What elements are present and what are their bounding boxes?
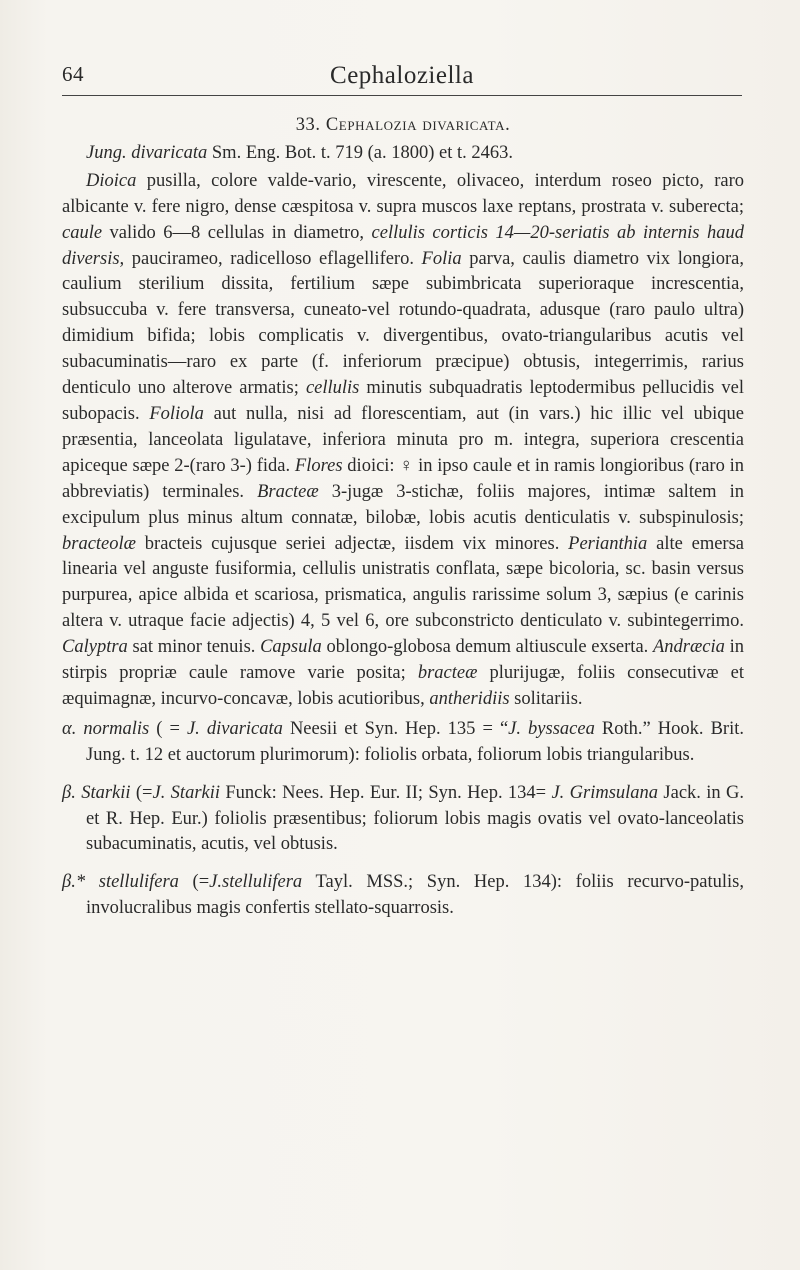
variety-beta bbox=[62, 781, 744, 859]
variety-label: α. normalis bbox=[62, 718, 150, 739]
description-text: minutis subquadratis leptodermibus pellucidis vel subopacis. bbox=[62, 378, 744, 424]
description-text: in stirpis propriæ caule ramove varie posita; bbox=[62, 637, 744, 684]
variety-alpha bbox=[62, 717, 744, 769]
variety-synonym: J. divaricata bbox=[186, 718, 283, 739]
description-paragraph bbox=[62, 169, 744, 713]
variety-text: Jack. in G. et R. Hep. Eur.) foliolis præsentibus; foliorum lobis magis ovatis vel ovato-lanceolatis subacuminatis, acutis, vel obtusis. bbox=[86, 782, 744, 855]
page-number: 64 bbox=[62, 62, 84, 86]
species-name: Cephalozia divaricata. bbox=[325, 115, 511, 135]
description-text: solitariis. bbox=[509, 688, 583, 709]
page-header bbox=[62, 62, 742, 92]
description-text: dioici: ♀ in ipso caule et in ramis longioribus (raro in abbreviatis) terminales. bbox=[62, 455, 745, 502]
description-text: plurijugæ, foliis consecutivæ et æquimagnæ, incurvo-concavæ, lobis acutioribus, bbox=[62, 663, 744, 709]
variety-synonym: J.stellulifera bbox=[209, 872, 303, 893]
running-head: Cephaloziella bbox=[330, 62, 474, 89]
description-text: 3-jugæ 3-stichæ, foliis majores, intimæ saltem in excipulum plus minus altum connatæ, bilobæ, lobis acutis denticulatis v. subspinulosis; bbox=[62, 481, 744, 528]
variety-synonym: J. byssacea bbox=[508, 718, 595, 739]
term-cellulis: cellulis bbox=[305, 378, 360, 399]
term-bracteae-male: bracteæ bbox=[417, 663, 478, 684]
synonym-citation: Sm. Eng. Bot. t. 719 (a. 1800) et t. 2463. bbox=[207, 142, 514, 163]
description-text: parva, caulis diametro vix longiora, caulium sterilium dissita, fertilium sæpe subimbricata superioraque increscentia, subsuccuba v. fere transversa, cuneato-vel rotundo-quadrata, adusque (raro paulo ultra) dimidium bifida; lobis complicatis v. divergentibus, ovato-triangularibus acutis vel subacuminatis—raro ex parte (f. inferiorum præcipue) obtusis, integerrimis, rarius denticulo uno alterove armatis; bbox=[62, 248, 744, 399]
term-antheridiis: antheridiis bbox=[429, 688, 510, 709]
variety-text: Tayl. MSS.; Syn. Hep. 134): foliis recurvo-patulis, involucralibus magis confertis stellato-squarrosis. bbox=[86, 872, 744, 919]
term-dioica: Dioica bbox=[86, 170, 137, 191]
term-perianthia: Perianthia bbox=[568, 533, 648, 554]
variety-text: Funck: Nees. Hep. Eur. II; Syn. Hep. 134= bbox=[220, 782, 552, 803]
species-heading bbox=[62, 113, 744, 139]
term-bracteolae: bracteolæ bbox=[62, 533, 136, 554]
description-text: alte emersa linearia vel anguste fusiformia, cellulis unistratis conflata, sæpe bicoloria, sc. basin versus purpurea, apice albida et scariosa, prismatica, angulis rarissime solum 3, sæpius (e carinis altera v. utraque facie adjectis) 4, 5 vel 6, ore subconstricto denticulato v. subintegerrimo. bbox=[62, 533, 745, 632]
description-text: sat minor tenuis. bbox=[127, 637, 261, 658]
variety-label: β. Starkii bbox=[62, 782, 131, 803]
term-andraecia: Andræcia bbox=[652, 637, 725, 658]
term-caule: caule bbox=[62, 222, 103, 243]
synonym-line bbox=[62, 141, 744, 167]
term-flores: Flores bbox=[294, 455, 343, 476]
page-body bbox=[62, 113, 744, 922]
term-calyptra: Calyptra bbox=[62, 637, 128, 658]
variety-text: Roth.” Hook. Brit. Jung. t. 12 et auctorum plurimorum): foliolis orbata, foliorum lobis triangularibus. bbox=[86, 718, 744, 765]
description-text: oblongo-globosa demum altiuscule exserta. bbox=[321, 637, 653, 658]
variety-text: Neesii et Syn. Hep. 135 = “ bbox=[282, 718, 509, 739]
variety-synonym: J. Starkii bbox=[152, 782, 221, 803]
variety-beta-star bbox=[62, 870, 744, 922]
variety-text: (= bbox=[130, 782, 153, 803]
description-text: valido 6—8 cellulas in diametro, bbox=[102, 222, 372, 243]
term-folia: Folia bbox=[421, 248, 462, 269]
variety-text: (= bbox=[178, 872, 210, 893]
term-cellulis-corticis: cellulis corticis 14—20-seriatis ab internis haud diversis, bbox=[62, 222, 745, 269]
variety-label: β.* stellulifera bbox=[62, 872, 179, 893]
description-text: paucirameo, radicelloso eflagellifero. bbox=[124, 248, 422, 269]
term-bracteae: Bracteæ bbox=[257, 481, 319, 502]
term-foliola: Foliola bbox=[149, 403, 204, 424]
species-number: 33. bbox=[295, 115, 321, 135]
variety-synonym: J. Grimsulana bbox=[551, 782, 659, 803]
term-capsula: Capsula bbox=[260, 637, 322, 658]
description-text: pusilla, colore valde-vario, virescente, olivaceo, interdum roseo picto, raro albicante v. fere nigro, dense cæspitosa v. supra muscos laxe reptans, prostrata v. suberecta; bbox=[62, 170, 744, 217]
description-text: bracteis cujusque seriei adjectæ, iisdem vix minores. bbox=[136, 533, 569, 554]
description-text: aut nulla, nisi ad florescentiam, aut (in vars.) hic illic vel ubique præsentia, lanceolata ligulatave, inferiora minuta pro m. integra, superiora crescentia apiceque sæpe 2-(raro 3-) fida. bbox=[62, 403, 744, 476]
variety-text: ( = bbox=[149, 718, 187, 739]
synonym-name: Jung. divaricata bbox=[86, 142, 208, 163]
header-rule bbox=[62, 95, 742, 96]
